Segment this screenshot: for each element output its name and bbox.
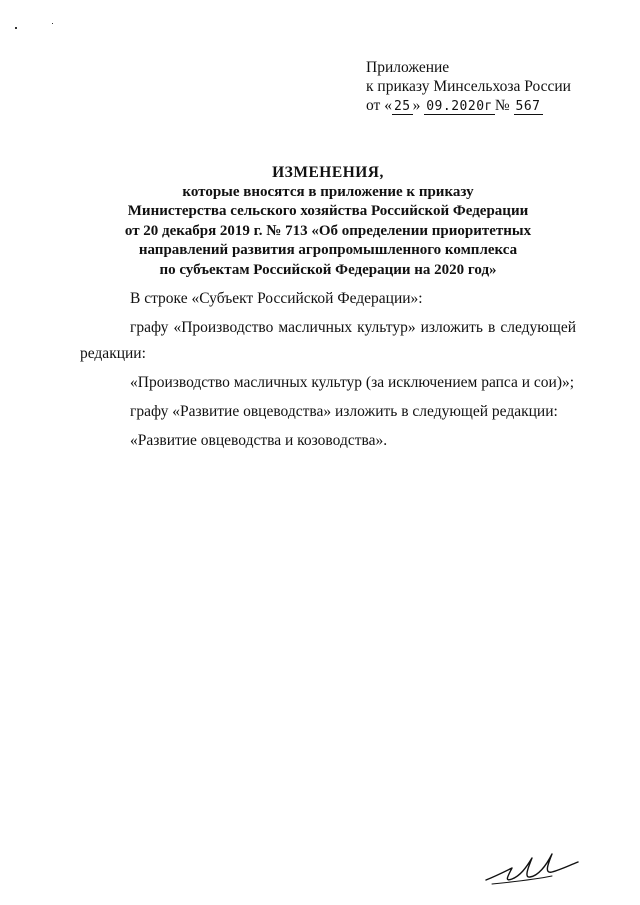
scan-speck: [15, 27, 17, 29]
body-paragraph: «Производство масличных культур (за исключением рапса и сои)»;: [130, 374, 575, 391]
body-paragraph: графу «Производство масличных культур» изложить в следующей редакции:: [80, 319, 576, 362]
appendix-date-line: [366, 96, 606, 115]
appendix-header: [366, 58, 606, 115]
title-line-1: которые вносятся в приложение к приказу: [182, 183, 474, 200]
appendix-label: Приложение: [366, 59, 450, 76]
title-line-3: от 20 декабря 2019 г. № 713 «Об определении приоритетных: [124, 222, 532, 239]
number-prefix: №: [494, 97, 510, 114]
date-mid: »: [412, 97, 421, 114]
title-line-4: направлений развития агропромышленного комплекса: [138, 242, 518, 258]
handwritten-month-year: 09.2020г: [426, 99, 493, 114]
appendix-order-ref: к приказу Минсельхоза России: [366, 78, 571, 95]
handwritten-day: 25: [393, 99, 411, 114]
body-paragraph: В строке «Субъект Российской Федерации»:: [130, 290, 423, 307]
document-title: ИЗМЕНЕНИЯ,: [272, 164, 384, 181]
scan-speck: [52, 23, 53, 24]
document-body: [80, 286, 576, 454]
document-title-block: [80, 163, 576, 280]
title-line-5: по субъектам Российской Федерации на 2020 год»: [159, 261, 497, 278]
body-paragraph: графу «Развитие овцеводства» изложить в следующей редакции:: [130, 403, 558, 420]
date-prefix: от «: [366, 97, 392, 114]
handwritten-signature: [482, 846, 582, 888]
title-line-2: Министерства сельского хозяйства Российской Федерации: [127, 203, 529, 219]
handwritten-order-number: 567: [515, 99, 541, 114]
body-paragraph: «Развитие овцеводства и козоводства».: [130, 432, 388, 449]
